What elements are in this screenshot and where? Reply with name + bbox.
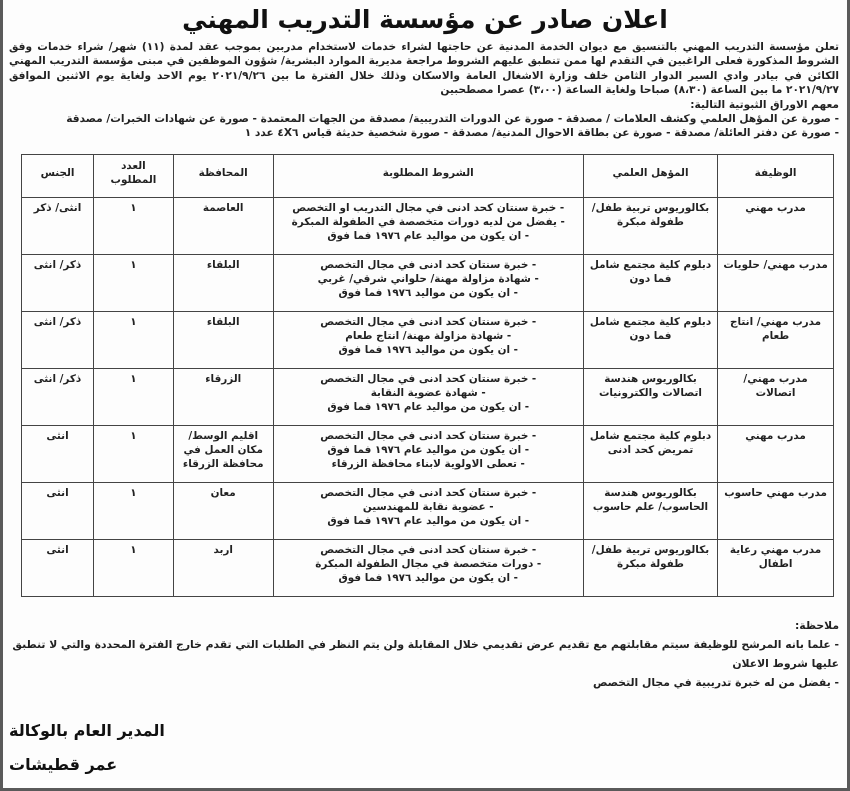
conditions-cell-line: - ان يكون من مواليد ١٩٧٦ فما فوق [338, 287, 518, 299]
governorate-cell-line: اقليم الوسط/ [188, 430, 259, 442]
documents-line: - صورة عن دفتر العائلة/ مصدقة - صورة عن بطاقة الاحوال المدنية/ مصدقة - صورة شخصية حديثة قياس ٤X٦ عدد ١ [244, 127, 839, 140]
conditions-cell-line: - خبرة سنتان كحد ادنى في مجال التخصص [320, 544, 537, 556]
gender-cell: انثى [22, 426, 94, 483]
job-title-cell: مدرب مهني [718, 426, 834, 483]
header-gender: الجنس [22, 155, 94, 198]
gender-cell: انثى/ ذكر [22, 198, 94, 255]
header-conditions: الشروط المطلوبة [273, 155, 583, 198]
header-count: العدد المطلوب [94, 155, 174, 198]
conditions-cell [273, 426, 583, 483]
conditions-cell-line: - ان يكون من مواليد عام ١٩٧٦ فما فوق [327, 401, 530, 413]
governorate-cell-line: محافظة الزرقاء [182, 458, 264, 470]
intro-section [9, 40, 839, 141]
header-qualification: المؤهل العلمي [583, 155, 717, 198]
note-item: - يفضل من له خبرة تدريبية في مجال التخصص [592, 676, 839, 689]
conditions-cell-line: - ان يكون من مواليد عام ١٩٧٦ فما فوق [327, 230, 530, 242]
count-cell: ١ [94, 198, 174, 255]
governorate-cell [173, 540, 273, 597]
conditions-cell-line: - تعطى الاولوية لابناء محافظة الزرقاء [331, 458, 525, 470]
qualification-cell [583, 198, 717, 255]
notes-label: ملاحظة: [794, 619, 839, 632]
qualification-cell-line: الحاسوب/ علم حاسوب [592, 501, 709, 513]
signatory-name: عمر قطيشات [9, 755, 118, 774]
jobs-table [21, 154, 834, 597]
qualification-cell [583, 483, 717, 540]
qualification-cell [583, 312, 717, 369]
qualification-cell [583, 255, 717, 312]
conditions-cell-line: - خبرة سنتان كحد ادنى في مجال التخصص [320, 316, 537, 328]
conditions-cell-line: - شهادة مزاولة مهنة/ حلواني شرقي/ غربي [317, 273, 539, 285]
announcement-title: اعلان صادر عن مؤسسة التدريب المهني [182, 5, 668, 34]
conditions-cell [273, 540, 583, 597]
qualification-cell-line: دبلوم كلية مجتمع شامل [589, 259, 712, 271]
conditions-cell-line: - خبرة سنتان كحد ادنى في مجال التخصص [320, 430, 537, 442]
conditions-cell [273, 312, 583, 369]
conditions-cell-line: - دورات متخصصة في مجال الطفولة المبكرة [315, 558, 542, 570]
notes-section [9, 616, 839, 692]
governorate-cell-line: اربد [213, 544, 233, 556]
gender-cell: ذكر/ انثى [22, 369, 94, 426]
conditions-cell-line: - خبرة سنتان كحد ادنى في مجال التدريب او التخصص [292, 202, 565, 214]
qualification-cell-line: بكالوريوس تربية طفل/ [591, 544, 710, 556]
header-job: الوظيفة [718, 155, 834, 198]
count-cell: ١ [94, 255, 174, 312]
conditions-cell [273, 198, 583, 255]
qualification-cell-line: فما دون [629, 273, 672, 285]
conditions-cell-line: - خبرة سنتان كحد ادنى في مجال التخصص [320, 487, 537, 499]
qualification-cell-line: فما دون [629, 330, 672, 342]
conditions-cell-line: - ان يكون من مواليد عام ١٩٧٦ فما فوق [327, 444, 530, 456]
header-governorate: المحافظة [173, 155, 273, 198]
conditions-cell-line: - خبرة سنتان كحد ادنى في مجال التخصص [320, 373, 537, 385]
job-title-cell: مدرب مهني/ حلويات [718, 255, 834, 312]
note-item: - علما بانه المرشح للوظيفة سيتم مقابلتهم مع تقديم عرض تقديمي خلال المقابلة ولن يتم النظر في الطلبات التي تقدم خارج الفترة المحددة والتي لا تنطبق عليها شروط الاعلان [12, 638, 839, 670]
conditions-cell [273, 255, 583, 312]
table-row [22, 312, 834, 369]
governorate-cell [173, 426, 273, 483]
jobs-table-body [22, 198, 834, 597]
qualification-cell-line: بكالوريوس هندسة [604, 487, 697, 499]
conditions-cell-line: - شهادة مزاولة مهنة/ انتاج طعام [345, 330, 512, 342]
governorate-cell [173, 198, 273, 255]
table-row [22, 255, 834, 312]
qualification-cell-line: تمريض كحد ادنى [607, 444, 694, 456]
qualification-cell [583, 426, 717, 483]
conditions-cell-line: - يفضل من لديه دورات متخصصة في الطفولة المبكرة [291, 216, 565, 228]
conditions-cell-line: - ان يكون من مواليد ١٩٧٦ فما فوق [338, 572, 518, 584]
conditions-cell-line: - شهادة عضوية النقابة [370, 387, 486, 399]
job-title-cell: مدرب مهني حاسوب [718, 483, 834, 540]
documents-line: - صورة عن المؤهل العلمي وكشف العلامات / مصدقة - صورة عن الدورات التدريبية/ مصدقة من الجهات المعتمدة - صورة عن شهادات الخبرات/ مصدقة [66, 113, 839, 126]
signatory-position: المدير العام بالوكالة [9, 721, 165, 740]
job-title-cell: مدرب مهني رعاية اطفال [718, 540, 834, 597]
governorate-cell-line: البلقاء [206, 259, 240, 271]
qualification-cell-line: طفولة مبكرة [617, 216, 684, 228]
job-title-cell: مدرب مهني/ انتاج طعام [718, 312, 834, 369]
qualification-cell-line: دبلوم كلية مجتمع شامل [589, 316, 712, 328]
gender-cell: ذكر/ انثى [22, 312, 94, 369]
conditions-cell [273, 483, 583, 540]
table-header-row [22, 155, 834, 198]
documents-label: معهم الاوراق الثبوتية التالية: [690, 98, 839, 111]
job-title-cell: مدرب مهني/ اتصالات [718, 369, 834, 426]
governorate-cell-line: مكان العمل في [183, 444, 263, 456]
qualification-cell-line: طفولة مبكرة [617, 558, 684, 570]
table-row [22, 369, 834, 426]
gender-cell: ذكر/ انثى [22, 255, 94, 312]
table-row [22, 540, 834, 597]
qualification-cell [583, 369, 717, 426]
qualification-cell-line: اتصالات والكترونيات [598, 387, 702, 399]
conditions-cell-line: - ان يكون من مواليد عام ١٩٧٦ فما فوق [327, 515, 530, 527]
intro-paragraph: تعلن مؤسسة التدريب المهني بالتنسيق مع ديوان الخدمة المدنية عن حاجتها لشراء خدمات لاستخدام مدربين بموجب عقد لمدة (١١) شهر/ شراء خدمات وفق الشروط المذكورة فعلى الراغبين في التقدم لها ممن تنطبق عليهم الشروط مراجعة مديرية الموارد البشرية/ شؤون الموظفين في مبنى مؤسسة التدريب المهني الكائن في بيادر وادي السير الدوار الثامن خلف وزارة الاشغال العامة والاسكان وذلك خلال الفترة ما بين ٢٠٢١/٩/٢٦ يوم الاحد ولغاية يوم الاثنين الموافق ٢٠٢١/٩/٢٧ ما بين الساعة (٨،٣٠) صباحا ولغاية الساعة (٣،٠٠) عصرا مصطحبين [9, 41, 839, 97]
governorate-cell [173, 255, 273, 312]
qualification-cell-line: دبلوم كلية مجتمع شامل [589, 430, 712, 442]
conditions-cell-line: - ان يكون من مواليد ١٩٧٦ فما فوق [338, 344, 518, 356]
governorate-cell [173, 483, 273, 540]
table-row [22, 198, 834, 255]
governorate-cell-line: معان [210, 487, 236, 499]
count-cell: ١ [94, 312, 174, 369]
governorate-cell-line: العاصمة [202, 202, 244, 214]
governorate-cell-line: البلقاء [206, 316, 240, 328]
table-row [22, 483, 834, 540]
governorate-cell [173, 312, 273, 369]
gender-cell: انثى [22, 540, 94, 597]
signature-block [9, 714, 309, 782]
governorate-cell [173, 369, 273, 426]
gender-cell: انثى [22, 483, 94, 540]
governorate-cell-line: الزرقاء [205, 373, 242, 385]
qualification-cell-line: بكالوريوس تربية طفل/ [591, 202, 710, 214]
conditions-cell-line: - خبرة سنتان كحد ادنى في مجال التخصص [320, 259, 537, 271]
conditions-cell-line: - عضوية نقابة للمهندسين [362, 501, 494, 513]
count-cell: ١ [94, 540, 174, 597]
count-cell: ١ [94, 369, 174, 426]
job-title-cell: مدرب مهني [718, 198, 834, 255]
table-row [22, 426, 834, 483]
count-cell: ١ [94, 483, 174, 540]
conditions-cell [273, 369, 583, 426]
qualification-cell-line: بكالوريوس هندسة [604, 373, 697, 385]
qualification-cell [583, 540, 717, 597]
count-cell: ١ [94, 426, 174, 483]
